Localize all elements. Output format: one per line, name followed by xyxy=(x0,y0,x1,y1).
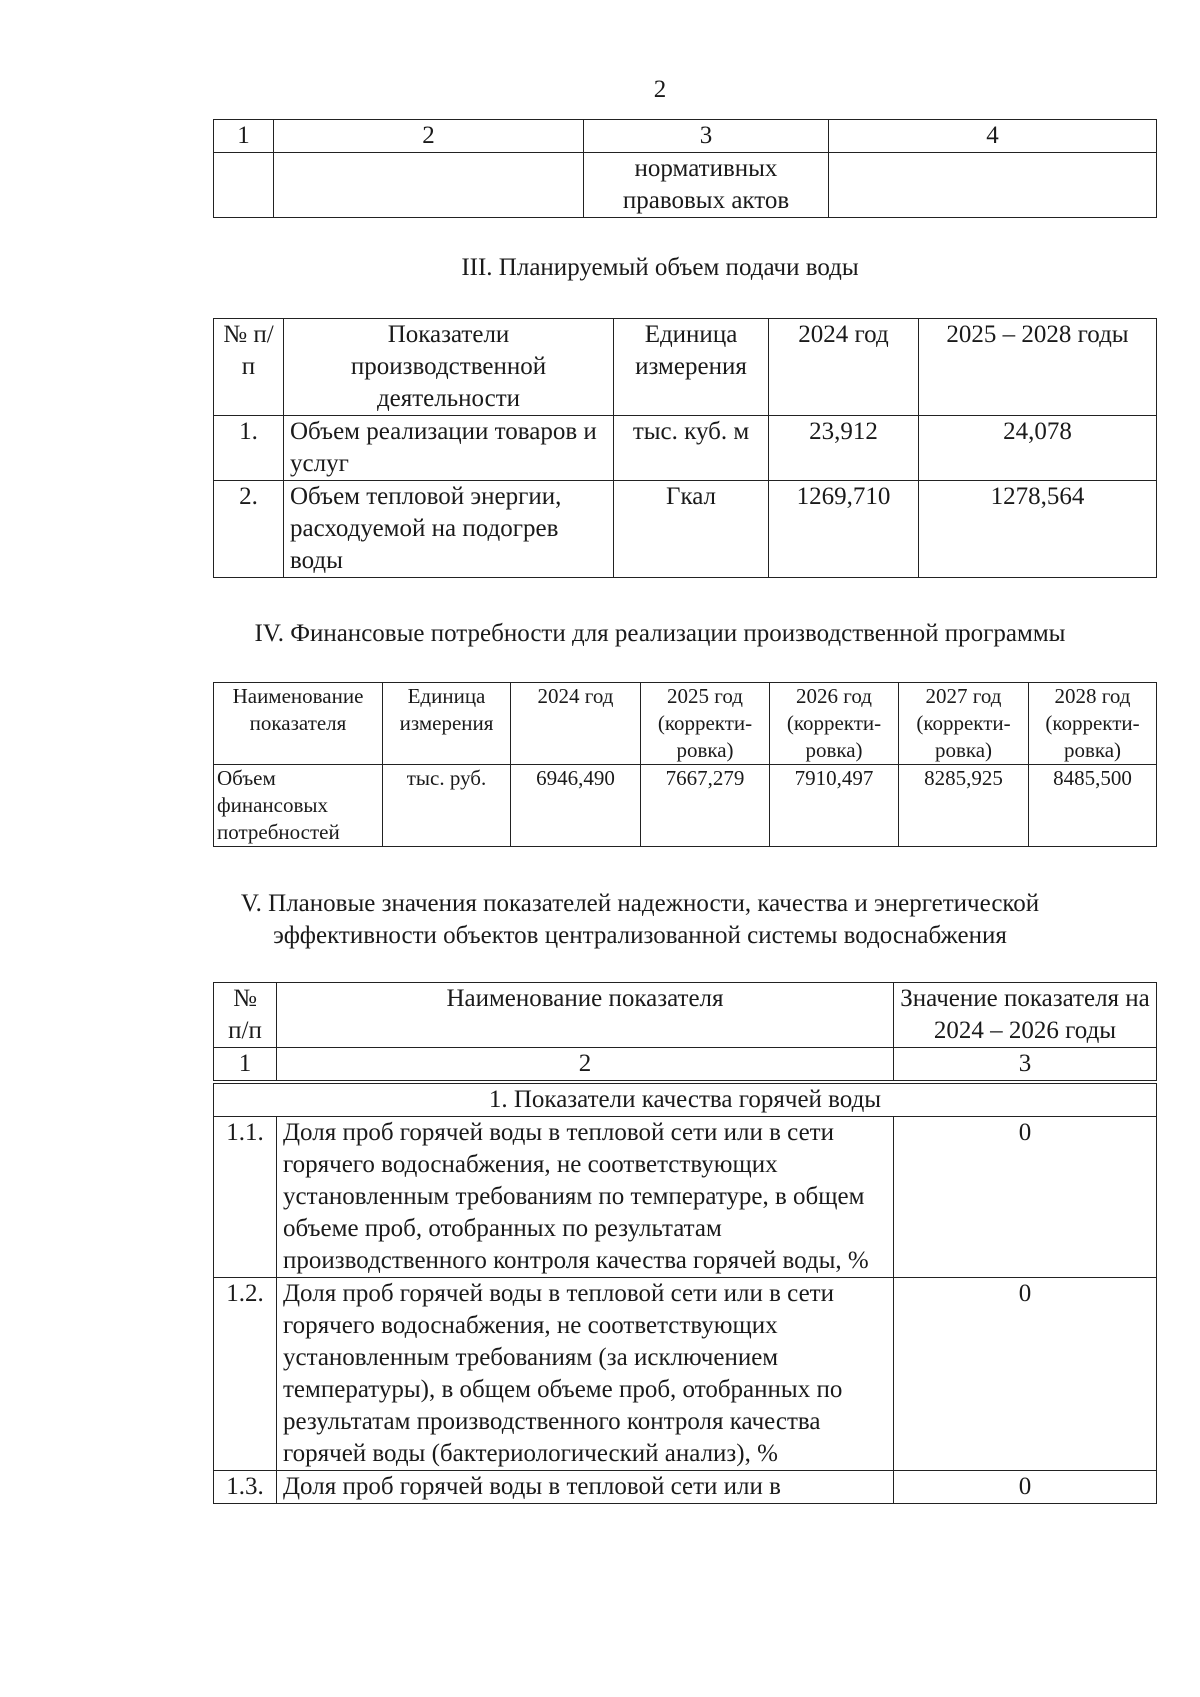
table-cell: 1. xyxy=(214,416,284,481)
table-cell: Объем реализации товаров и услуг xyxy=(284,416,614,481)
table-row xyxy=(214,481,1157,578)
table-cell: 2 xyxy=(277,1048,894,1083)
table-header-cell: 2024 год xyxy=(769,319,919,416)
table-header-cell: Значение показателя на 2024 – 2026 годы xyxy=(894,983,1157,1048)
table-cell: 2 xyxy=(274,120,584,153)
table-cell: Доля проб горячей воды в тепловой сети или в сети горячего водоснабжения, не соответствующих установленным требованиям по температуре, в общем объеме проб, отобранных по результатам производственного контроля качества горячей воды, % xyxy=(277,1117,894,1278)
table-header-cell: 2028 год (корректи-ровка) xyxy=(1029,683,1157,765)
table-header-cell: Наименование показателя xyxy=(214,683,383,765)
water-supply-volume-table xyxy=(213,318,1157,578)
table-row xyxy=(214,1278,1157,1471)
table-cell xyxy=(214,153,274,218)
table-cell: Доля проб горячей воды в тепловой сети или в xyxy=(277,1471,894,1504)
table-cell xyxy=(829,153,1157,218)
table-row xyxy=(214,1471,1157,1504)
continuation-table xyxy=(213,119,1157,218)
table-cell: Гкал xyxy=(614,481,769,578)
table-header-row xyxy=(214,683,1157,765)
table-cell: 1.2. xyxy=(214,1278,277,1471)
table-numbering-row xyxy=(214,1048,1157,1083)
table-cell: 23,912 xyxy=(769,416,919,481)
table-cell: 8485,500 xyxy=(1029,765,1157,847)
table-cell: Доля проб горячей воды в тепловой сети или в сети горячего водоснабжения, не соответствующих установленным требованиям (за исключением температуры), в общем объеме проб, отобранных по результатам производственного контроля качества горячей воды (бактериологический анализ), % xyxy=(277,1278,894,1471)
table-group-row xyxy=(214,1082,1157,1117)
reliability-quality-table xyxy=(213,982,1157,1504)
table-cell: нормативных правовых актов xyxy=(584,153,829,218)
table-cell: тыс. руб. xyxy=(383,765,511,847)
table-cell: 0 xyxy=(894,1471,1157,1504)
table-cell: 2. xyxy=(214,481,284,578)
section-3-title: III. Планируемый объем подачи воды xyxy=(461,254,859,281)
table-header-cell: 2025 – 2028 годы xyxy=(919,319,1157,416)
table-row xyxy=(214,153,1157,218)
table-cell xyxy=(274,153,584,218)
table-cell: 8285,925 xyxy=(899,765,1029,847)
section-5-title: V. Плановые значения показателей надежности, качества и энергетической эффективности объектов централизованной системы водоснабжения xyxy=(240,890,1040,949)
table-cell: 7667,279 xyxy=(641,765,770,847)
table-row xyxy=(214,1117,1157,1278)
table-header-cell: 2026 год (корректи-ровка) xyxy=(770,683,899,765)
table-header-cell: Показатели производственной деятельности xyxy=(284,319,614,416)
table-cell: 3 xyxy=(894,1048,1157,1083)
table-header-cell: Единица измерения xyxy=(383,683,511,765)
table-cell: 1 xyxy=(214,1048,277,1083)
table-cell: Объем финансовых потребностей xyxy=(214,765,383,847)
table-header-cell: № п/п xyxy=(214,983,277,1048)
table-header-row xyxy=(214,120,1157,153)
table-cell: 24,078 xyxy=(919,416,1157,481)
table-cell: 1 xyxy=(214,120,274,153)
section-4-title: IV. Финансовые потребности для реализации производственной программы xyxy=(254,620,1066,647)
table-group-cell: 1. Показатели качества горячей воды xyxy=(214,1082,1157,1117)
table-row xyxy=(214,765,1157,847)
table-header-cell: 2027 год (корректи-ровка) xyxy=(899,683,1029,765)
table-cell: 3 xyxy=(584,120,829,153)
table-cell: 4 xyxy=(829,120,1157,153)
table-header-row xyxy=(214,319,1157,416)
table-cell: 1.3. xyxy=(214,1471,277,1504)
table-cell: 7910,497 xyxy=(770,765,899,847)
table-header-cell: 2024 год xyxy=(511,683,641,765)
table-cell: 1269,710 xyxy=(769,481,919,578)
table-cell: тыс. куб. м xyxy=(614,416,769,481)
table-header-cell: № п/п xyxy=(214,319,284,416)
financial-needs-table xyxy=(213,682,1157,847)
table-cell: 1.1. xyxy=(214,1117,277,1278)
page-number: 2 xyxy=(653,76,667,103)
table-cell: 1278,564 xyxy=(919,481,1157,578)
table-header-cell: Единица измерения xyxy=(614,319,769,416)
table-header-cell: 2025 год (корректи-ровка) xyxy=(641,683,770,765)
table-row xyxy=(214,416,1157,481)
table-header-cell: Наименование показателя xyxy=(277,983,894,1048)
table-header-row xyxy=(214,983,1157,1048)
table-cell: 0 xyxy=(894,1117,1157,1278)
table-cell: Объем тепловой энергии, расходуемой на подогрев воды xyxy=(284,481,614,578)
table-cell: 0 xyxy=(894,1278,1157,1471)
table-cell: 6946,490 xyxy=(511,765,641,847)
